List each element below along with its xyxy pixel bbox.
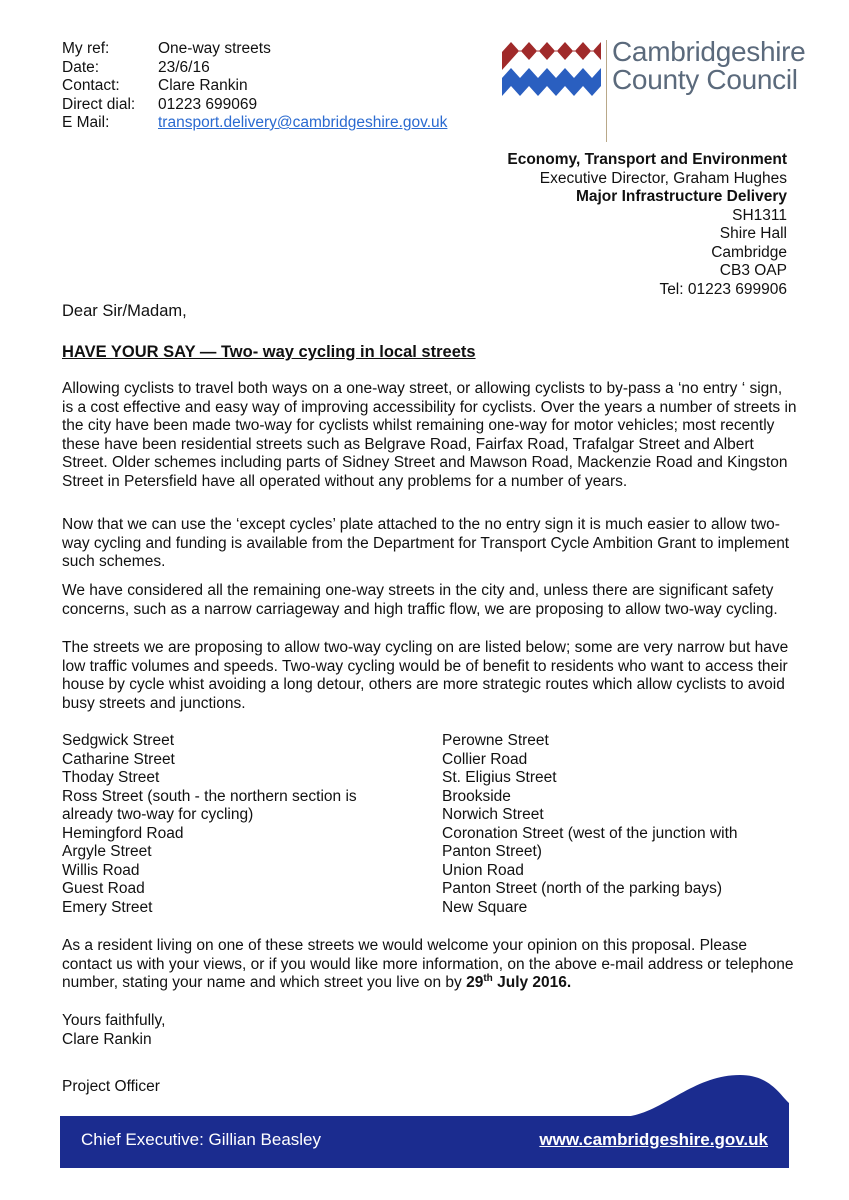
list-item: Willis Road [62, 861, 140, 879]
email-label: E Mail: [62, 114, 110, 131]
ref-row [62, 40, 447, 59]
chief-executive: Chief Executive: Gillian Beasley [81, 1130, 322, 1149]
signoff: Yours faithfully, [62, 1012, 166, 1029]
paragraph-text: The streets we are proposing to allow two-way cycling on are listed below; some are very narrow but have low traffic volumes and speeds. Two-way cycling would be of benefit to residents who want to access their house by cycle whist avoiding a long detour, others are more strategic routes which allow cyclists to avoid busy streets and junctions. [62, 639, 789, 712]
council-logo-icon [500, 38, 604, 108]
council-logo [500, 36, 806, 148]
closing-paragraph [62, 937, 797, 993]
ref-value: One-way streets [158, 40, 271, 57]
list-item: Emery Street [62, 898, 153, 916]
list-item: Brookside [442, 787, 511, 805]
list-item: Norwich Street [442, 806, 544, 823]
date-label: Date: [62, 58, 100, 76]
paragraph-text: Now that we can use the ‘except cycles’ plate attached to the no entry sign it is much easier to allow two-way cycling and funding is available from the Department for Transport Cycle Ambition Grant to implement such schemes. [62, 516, 790, 570]
logo-line-2: County Council [612, 64, 798, 95]
direct-dial-value: 01223 699069 [158, 95, 258, 113]
ref-label: My ref: [62, 40, 110, 57]
date-value: 23/6/16 [158, 58, 210, 76]
deadline: 29th July 2016. [466, 972, 572, 991]
contact-row [62, 77, 447, 96]
direct-dial-label: Direct dial: [62, 95, 136, 113]
email-link[interactable]: transport.delivery@cambridgeshire.gov.uk [158, 114, 448, 131]
street-list-right [442, 732, 772, 917]
list-item: Union Road [442, 861, 524, 879]
telephone: Tel: 01223 699906 [659, 280, 787, 298]
list-item: Thoday Street [62, 769, 160, 786]
contact-label: Contact: [62, 77, 120, 94]
building: Shire Hall [719, 225, 787, 242]
unit: Major Infrastructure Delivery [575, 188, 787, 205]
department: Economy, Transport and Environment [507, 151, 787, 168]
list-item: St. Eligius Street [442, 769, 557, 786]
list-item: Sedgwick Street [62, 732, 174, 749]
date-row [62, 59, 447, 78]
paragraph [62, 582, 797, 619]
paragraph [62, 639, 797, 713]
salutation: Dear Sir/Madam, [62, 302, 187, 320]
closing-text [62, 937, 797, 993]
postcode: CB3 OAP [719, 262, 787, 279]
footer-wave [620, 1075, 789, 1117]
list-item: New Square [442, 898, 528, 916]
list-item: Coronation Street (west of the junction with Panton Street) [442, 824, 738, 860]
room: SH1311 [732, 206, 787, 224]
city: Cambridge [711, 243, 787, 261]
paragraph [62, 516, 797, 572]
contact-value: Clare Rankin [158, 77, 248, 94]
logo-wordmark [612, 38, 805, 94]
street-list-left [62, 732, 362, 917]
letter-heading: HAVE YOUR SAY — Two- way cycling in local streets [62, 343, 476, 361]
director: Executive Director, Graham Hughes [539, 169, 787, 187]
reference-block [62, 40, 447, 133]
list-item: Panton Street (north of the parking bays) [442, 880, 723, 897]
closing-body: As a resident living on one of these streets we would welcome your opinion on this proposal. Please contact us with your views, or if you would like more information, on the above e-mail address or telephone number, stating your name and which street you live on by [62, 937, 794, 991]
list-item: Argyle Street [62, 843, 152, 860]
sender-address [507, 151, 787, 299]
paragraph-text: Allowing cyclists to travel both ways on a one-way street, or allowing cyclists to by-pass a ‘no entry ‘ sign, is a cost effective and easy way of improving accessibility for cyclists. Over the years a number of streets in the city have been made two-way for cyclists whilst remaining one-way for motor vehicles; most recently these have been residential streets such as Belgrave Road, Fairfax Road, Trafalgar Street and Albert Street. Older schemes including parts of Sidney Street and Mawson Road, Mackenzie Road and Kingston Street in Petersfield have all operated without any problems for a number of years. [62, 380, 797, 490]
role-title: Project Officer [62, 1078, 160, 1095]
list-item: Perowne Street [442, 732, 549, 749]
email-row [62, 114, 447, 133]
paragraph [62, 380, 797, 491]
list-item: Catharine Street [62, 750, 175, 768]
paragraph-text: We have considered all the remaining one-way streets in the city and, unless there are significant safety concerns, such as a narrow carriageway and high traffic flow, we are proposing to allow two-way cycling. [62, 582, 778, 618]
signature-block [62, 1012, 165, 1049]
direct-dial-row [62, 96, 447, 115]
street-lists [62, 732, 797, 917]
list-item: Guest Road [62, 880, 145, 897]
footer [60, 1075, 789, 1168]
list-item: Collier Road [442, 750, 528, 768]
website-link[interactable]: www.cambridgeshire.gov.uk [539, 1130, 768, 1149]
logo-divider [606, 40, 607, 142]
list-item: Hemingford Road [62, 824, 184, 842]
signatory: Clare Rankin [62, 1030, 152, 1048]
list-item: Ross Street (south - the northern section is already two-way for cycling) [62, 787, 357, 823]
logo-line-1: Cambridgeshire [612, 36, 806, 67]
